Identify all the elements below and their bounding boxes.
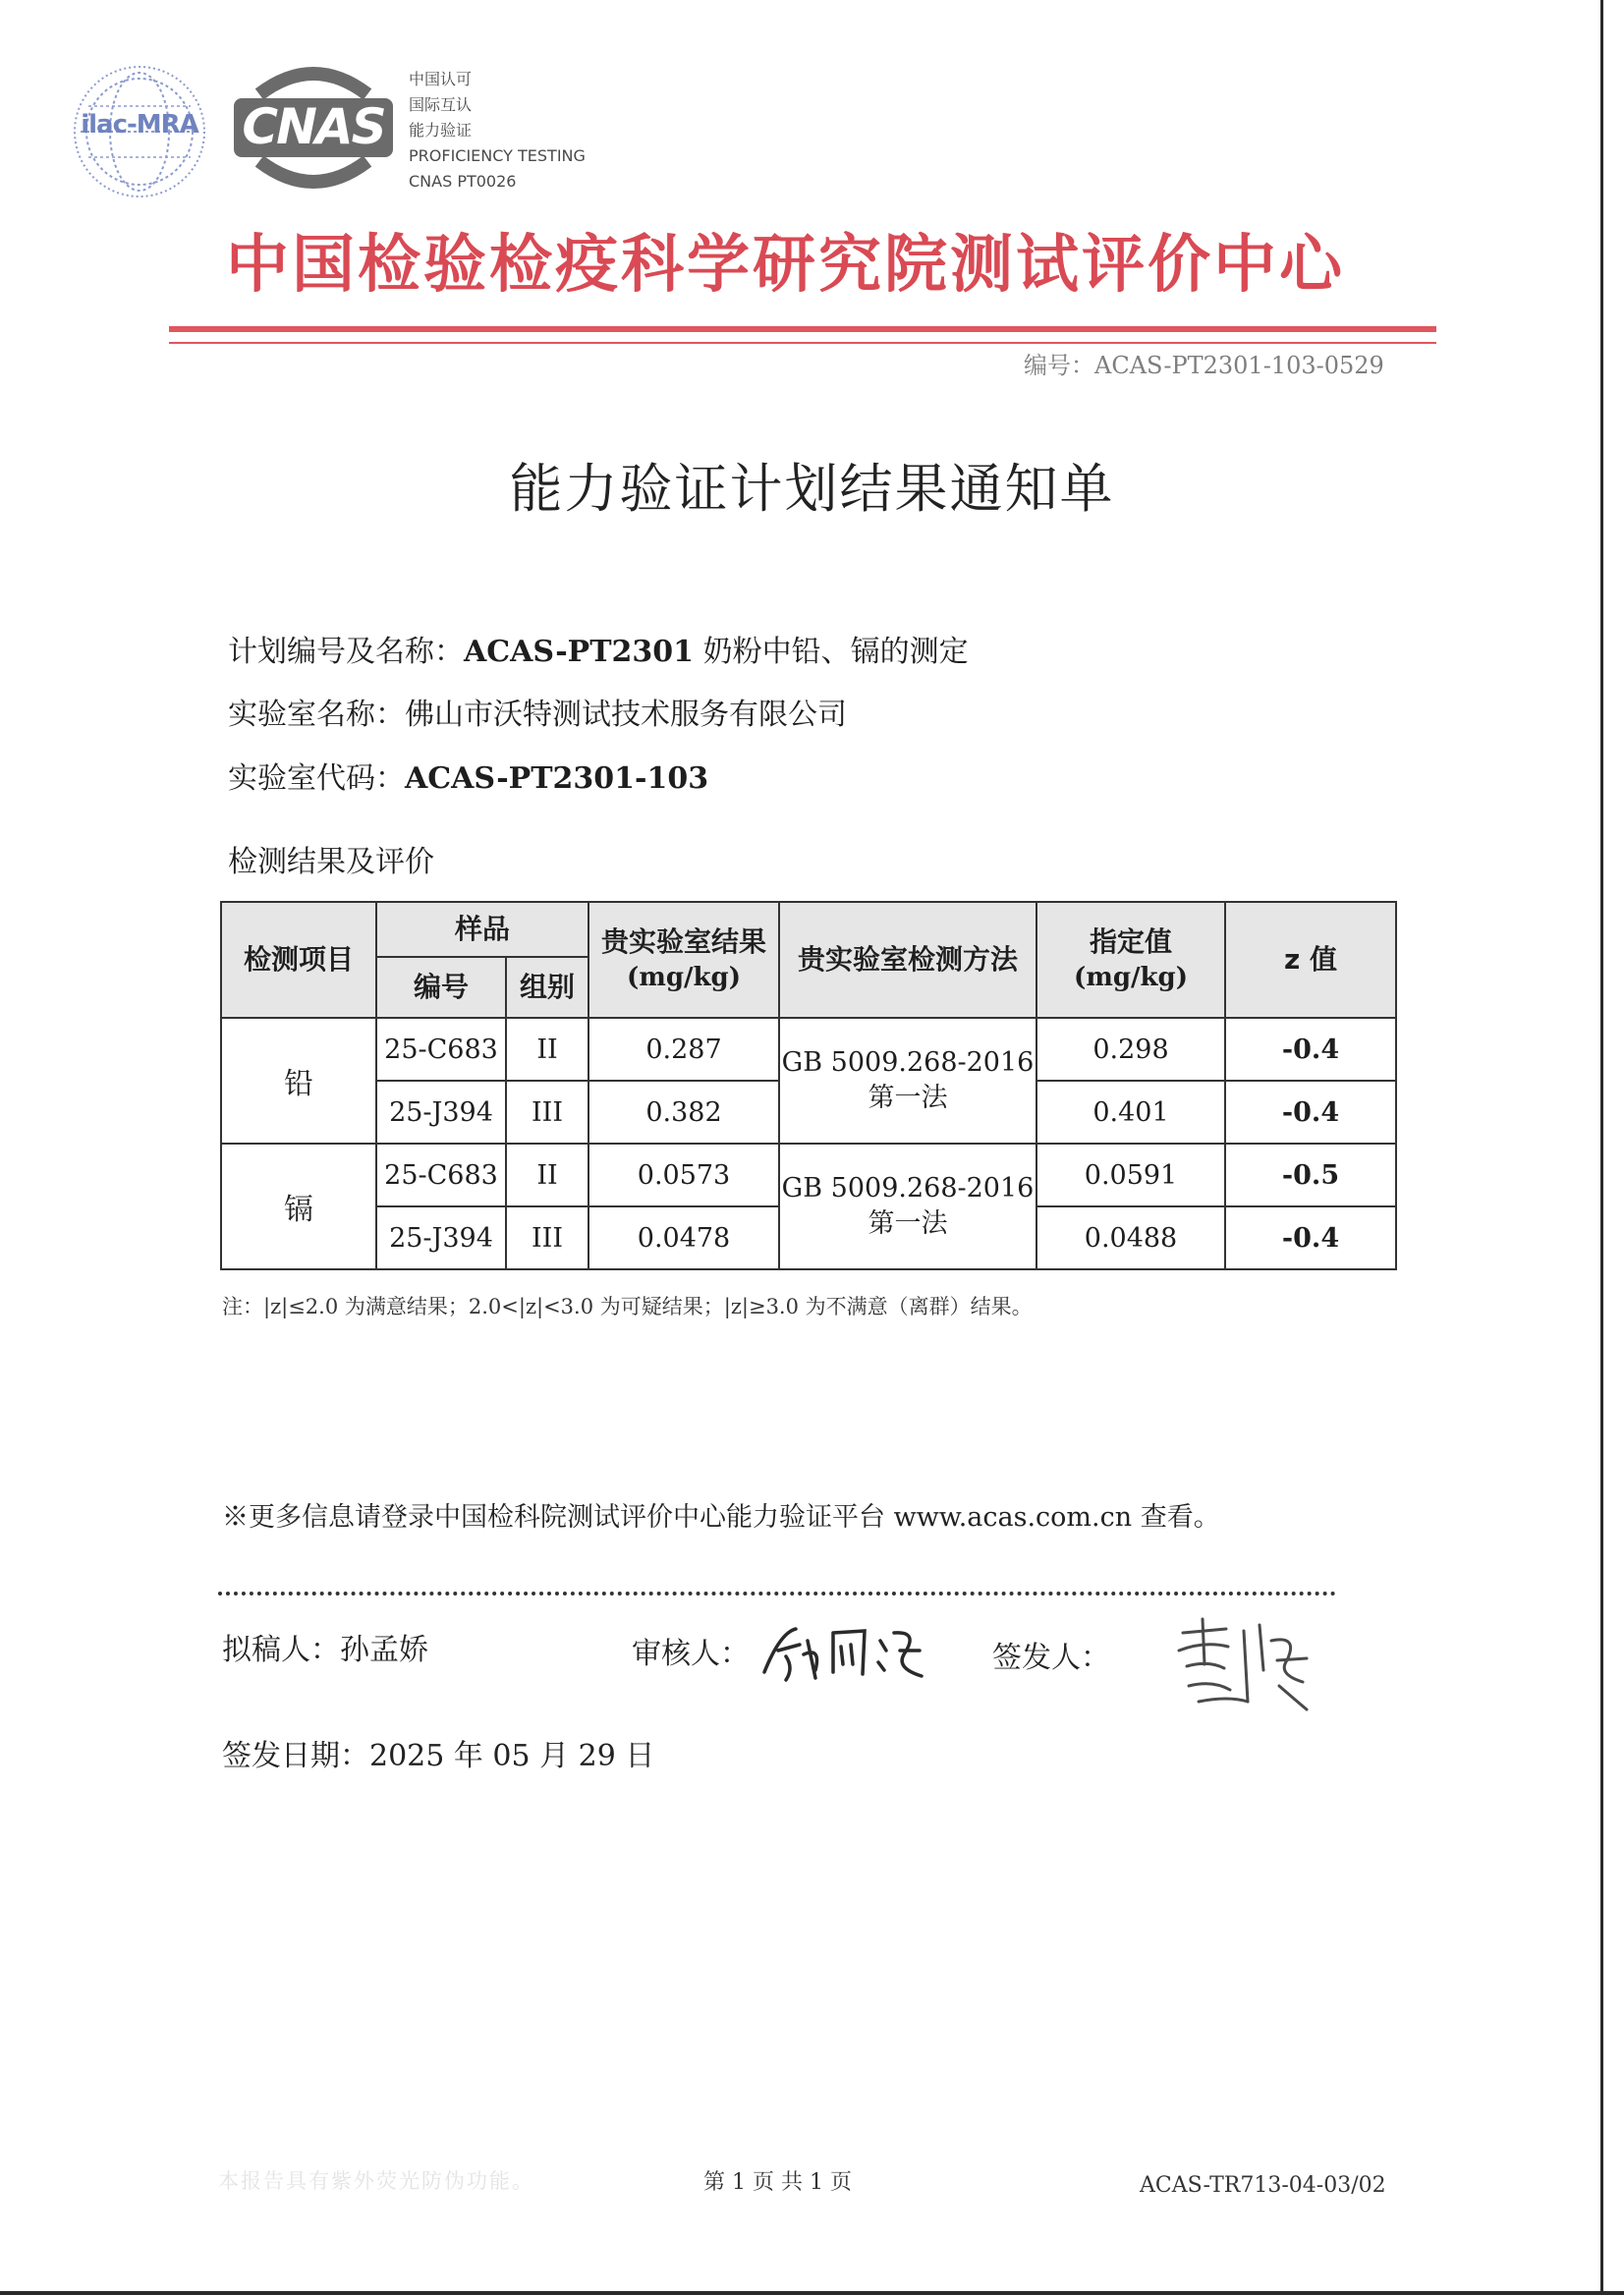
plan-name: 奶粉中铅、镉的测定	[694, 635, 969, 669]
lab-code-line	[228, 754, 708, 797]
table-row	[221, 1018, 1396, 1081]
ilac-mra-logo	[67, 59, 212, 204]
header-assigned-unit: (mg/kg)	[1074, 963, 1188, 992]
document-title: 能力验证计划结果通知单	[509, 458, 1115, 520]
cell-assigned: 0.0488	[1036, 1206, 1225, 1269]
cell-assigned: 0.298	[1036, 1018, 1225, 1081]
plan-label: 计划编号及名称：	[228, 635, 464, 669]
lab-code: ACAS-PT2301-103	[405, 761, 709, 796]
header-method: 贵实验室检测方法	[779, 902, 1036, 1018]
page-number: 第 1 页 共 1 页	[703, 2170, 852, 2195]
lab-name-label: 实验室名称：	[228, 698, 405, 732]
ilac-logo-text: ilac-MRA	[81, 110, 198, 140]
cell-z: -0.5	[1225, 1144, 1396, 1206]
cell-sample-id: 25-C683	[376, 1144, 506, 1206]
header-rule-thin	[169, 342, 1436, 344]
method-standard: GB 5009.268-2016	[781, 1173, 1035, 1203]
cell-sample-id: 25-C683	[376, 1018, 506, 1081]
cell-result: 0.0573	[588, 1144, 779, 1206]
header-assigned-label: 指定值	[1090, 925, 1173, 958]
reviewer-signature-icon	[756, 1611, 933, 1690]
cell-result: 0.382	[588, 1081, 779, 1144]
method-standard: GB 5009.268-2016	[781, 1047, 1035, 1078]
cell-group: II	[506, 1018, 588, 1081]
document-serial	[1024, 346, 1384, 380]
drafter	[222, 1625, 428, 1668]
method-clause: 第一法	[868, 1208, 948, 1239]
cell-item: 铅	[221, 1018, 376, 1144]
serial-label: 编号：	[1024, 352, 1094, 379]
issue-date-value: 2025 年 05 月 29 日	[369, 1739, 655, 1773]
results-table	[220, 901, 1397, 1270]
accreditation-line: 国际互认	[409, 95, 473, 114]
cell-z: -0.4	[1225, 1018, 1396, 1081]
drafter-label: 拟稿人：	[222, 1633, 340, 1667]
accreditation-line: CNAS PT0026	[409, 172, 517, 191]
cell-group: II	[506, 1144, 588, 1206]
section-title: 检测结果及评价	[228, 845, 434, 879]
header-result	[588, 902, 779, 1018]
lab-code-label: 实验室代码：	[228, 761, 405, 796]
issue-date-label: 签发日期：	[222, 1739, 369, 1773]
header-z: z 值	[1225, 902, 1396, 1018]
header-result-label: 贵实验室结果	[601, 925, 767, 958]
cell-method	[779, 1144, 1036, 1269]
dotted-separator	[218, 1592, 1336, 1595]
header-rule	[169, 326, 1436, 332]
drafter-name: 孙孟娇	[340, 1633, 428, 1667]
evaluation-note: 注：|z|≤2.0 为满意结果；2.0<|z|<3.0 为可疑结果；|z|≥3.0 为不满意（离群）结果。	[222, 1295, 1033, 1318]
serial-number: ACAS-PT2301-103-0529	[1094, 352, 1384, 379]
cnas-logo	[230, 59, 397, 196]
cell-z: -0.4	[1225, 1081, 1396, 1144]
issuer-label: 签发人：	[992, 1641, 1110, 1675]
cell-assigned: 0.401	[1036, 1081, 1225, 1144]
header-group: 组别	[506, 957, 588, 1018]
table-row	[221, 1144, 1396, 1206]
lab-name-line	[228, 690, 847, 733]
organization-title: 中国检验检疫科学研究院测试评价中心	[226, 229, 1345, 302]
issuer-signature-icon	[1169, 1611, 1316, 1719]
accreditation-line: 能力验证	[409, 121, 473, 140]
accreditation-block	[409, 67, 586, 195]
more-info-text: ※更多信息请登录中国检科院测试评价中心能力验证平台 www.acas.com.cn 查看。	[222, 1502, 1220, 1533]
cell-item: 镉	[221, 1144, 376, 1269]
form-code: ACAS-TR713-04-03/02	[1140, 2173, 1386, 2198]
uv-anticounterfeit-note: 本报告具有紫外荧光防伪功能。	[218, 2169, 534, 2193]
cell-assigned: 0.0591	[1036, 1144, 1225, 1206]
cell-sample-id: 25-J394	[376, 1081, 506, 1144]
header-assigned	[1036, 902, 1225, 1018]
header-item: 检测项目	[221, 902, 376, 1018]
cell-group: III	[506, 1206, 588, 1269]
method-clause: 第一法	[868, 1083, 948, 1113]
header-result-unit: (mg/kg)	[627, 963, 741, 992]
reviewer-label: 审核人：	[632, 1637, 750, 1671]
scan-edge-bottom	[0, 2291, 1624, 2295]
accreditation-line: 中国认可	[409, 70, 473, 88]
header-sample: 样品	[376, 902, 588, 957]
cell-method	[779, 1018, 1036, 1144]
header-sample-id: 编号	[376, 957, 506, 1018]
table-header-row	[221, 902, 1396, 957]
cell-result: 0.0478	[588, 1206, 779, 1269]
accreditation-line: PROFICIENCY TESTING	[409, 146, 586, 165]
cell-z: -0.4	[1225, 1206, 1396, 1269]
cell-result: 0.287	[588, 1018, 779, 1081]
plan-code: ACAS-PT2301	[464, 635, 695, 669]
cell-sample-id: 25-J394	[376, 1206, 506, 1269]
cell-group: III	[506, 1081, 588, 1144]
issue-date	[222, 1731, 654, 1774]
scan-edge-right	[1600, 0, 1603, 2295]
cnas-logo-text: CNAS	[242, 98, 385, 155]
lab-name: 佛山市沃特测试技术服务有限公司	[405, 698, 847, 732]
plan-info-line	[228, 627, 969, 670]
